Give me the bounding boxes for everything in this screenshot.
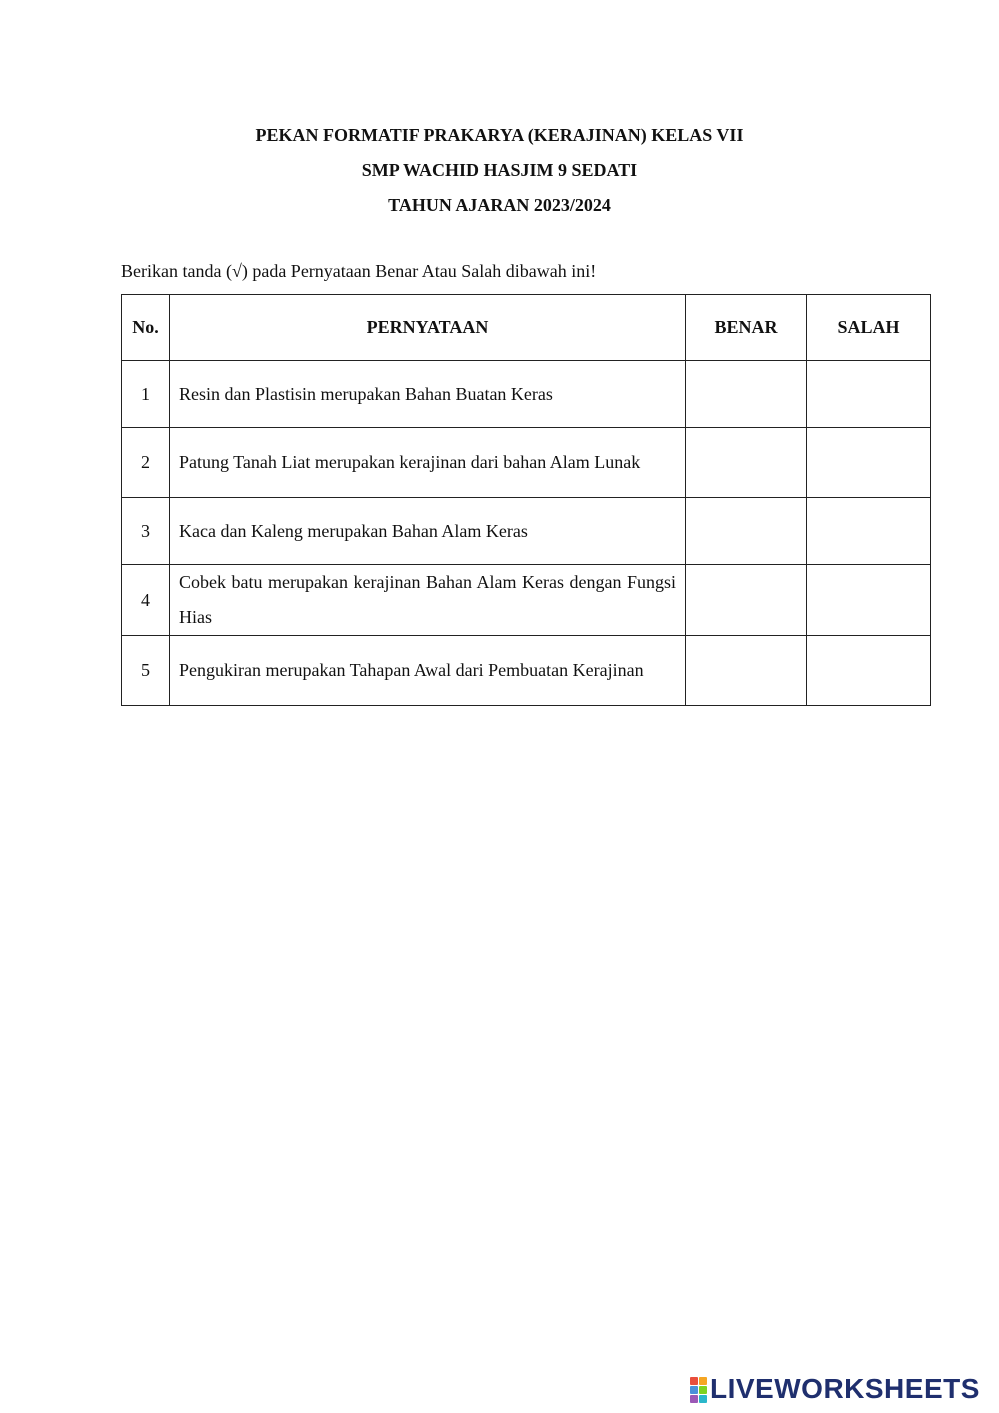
answer-false-cell[interactable] xyxy=(807,565,931,636)
worksheet-header xyxy=(0,118,999,223)
column-header-false: SALAH xyxy=(807,295,931,361)
row-statement: Patung Tanah Liat merupakan kerajinan dari bahan Alam Lunak xyxy=(170,428,686,498)
liveworksheets-logo-icon xyxy=(690,1377,706,1401)
instruction-text: Berikan tanda (√) pada Pernyataan Benar Atau Salah dibawah ini! xyxy=(121,261,597,281)
logo-square xyxy=(699,1386,707,1394)
table-row xyxy=(122,565,931,636)
table-row xyxy=(122,498,931,565)
row-number: 5 xyxy=(122,636,170,706)
logo-square xyxy=(699,1377,707,1385)
row-number: 3 xyxy=(122,498,170,565)
logo-square xyxy=(699,1395,707,1403)
logo-square xyxy=(690,1395,698,1403)
column-header-statement: PERNYATAAN xyxy=(170,295,686,361)
answer-true-cell[interactable] xyxy=(686,361,807,428)
logo-square xyxy=(690,1386,698,1394)
row-statement: Pengukiran merupakan Tahapan Awal dari Pembuatan Kerajinan xyxy=(170,636,686,706)
true-false-table xyxy=(121,294,931,706)
row-number: 2 xyxy=(122,428,170,498)
liveworksheets-logo xyxy=(690,1374,980,1404)
header-school: SMP WACHID HASJIM 9 SEDATI xyxy=(361,160,638,180)
column-header-true: BENAR xyxy=(686,295,807,361)
table-row xyxy=(122,361,931,428)
table-row xyxy=(122,636,931,706)
answer-false-cell[interactable] xyxy=(807,498,931,565)
answer-true-cell[interactable] xyxy=(686,498,807,565)
row-statement: Kaca dan Kaleng merupakan Bahan Alam Keras xyxy=(170,498,686,565)
logo-square xyxy=(690,1377,698,1385)
answer-false-cell[interactable] xyxy=(807,636,931,706)
table-row xyxy=(122,428,931,498)
answer-true-cell[interactable] xyxy=(686,428,807,498)
header-title: PEKAN FORMATIF PRAKARYA (KERAJINAN) KELAS VII xyxy=(255,125,744,145)
answer-false-cell[interactable] xyxy=(807,361,931,428)
row-statement: Resin dan Plastisin merupakan Bahan Buatan Keras xyxy=(170,361,686,428)
row-statement: Cobek batu merupakan kerajinan Bahan Alam Keras dengan Fungsi Hias xyxy=(170,565,686,636)
row-number: 4 xyxy=(122,565,170,636)
column-header-no: No. xyxy=(122,295,170,361)
header-year: TAHUN AJARAN 2023/2024 xyxy=(388,195,611,215)
answer-true-cell[interactable] xyxy=(686,565,807,636)
answer-true-cell[interactable] xyxy=(686,636,807,706)
row-number: 1 xyxy=(122,361,170,428)
answer-false-cell[interactable] xyxy=(807,428,931,498)
brand-name: LIVEWORKSHEETS xyxy=(710,1373,980,1404)
